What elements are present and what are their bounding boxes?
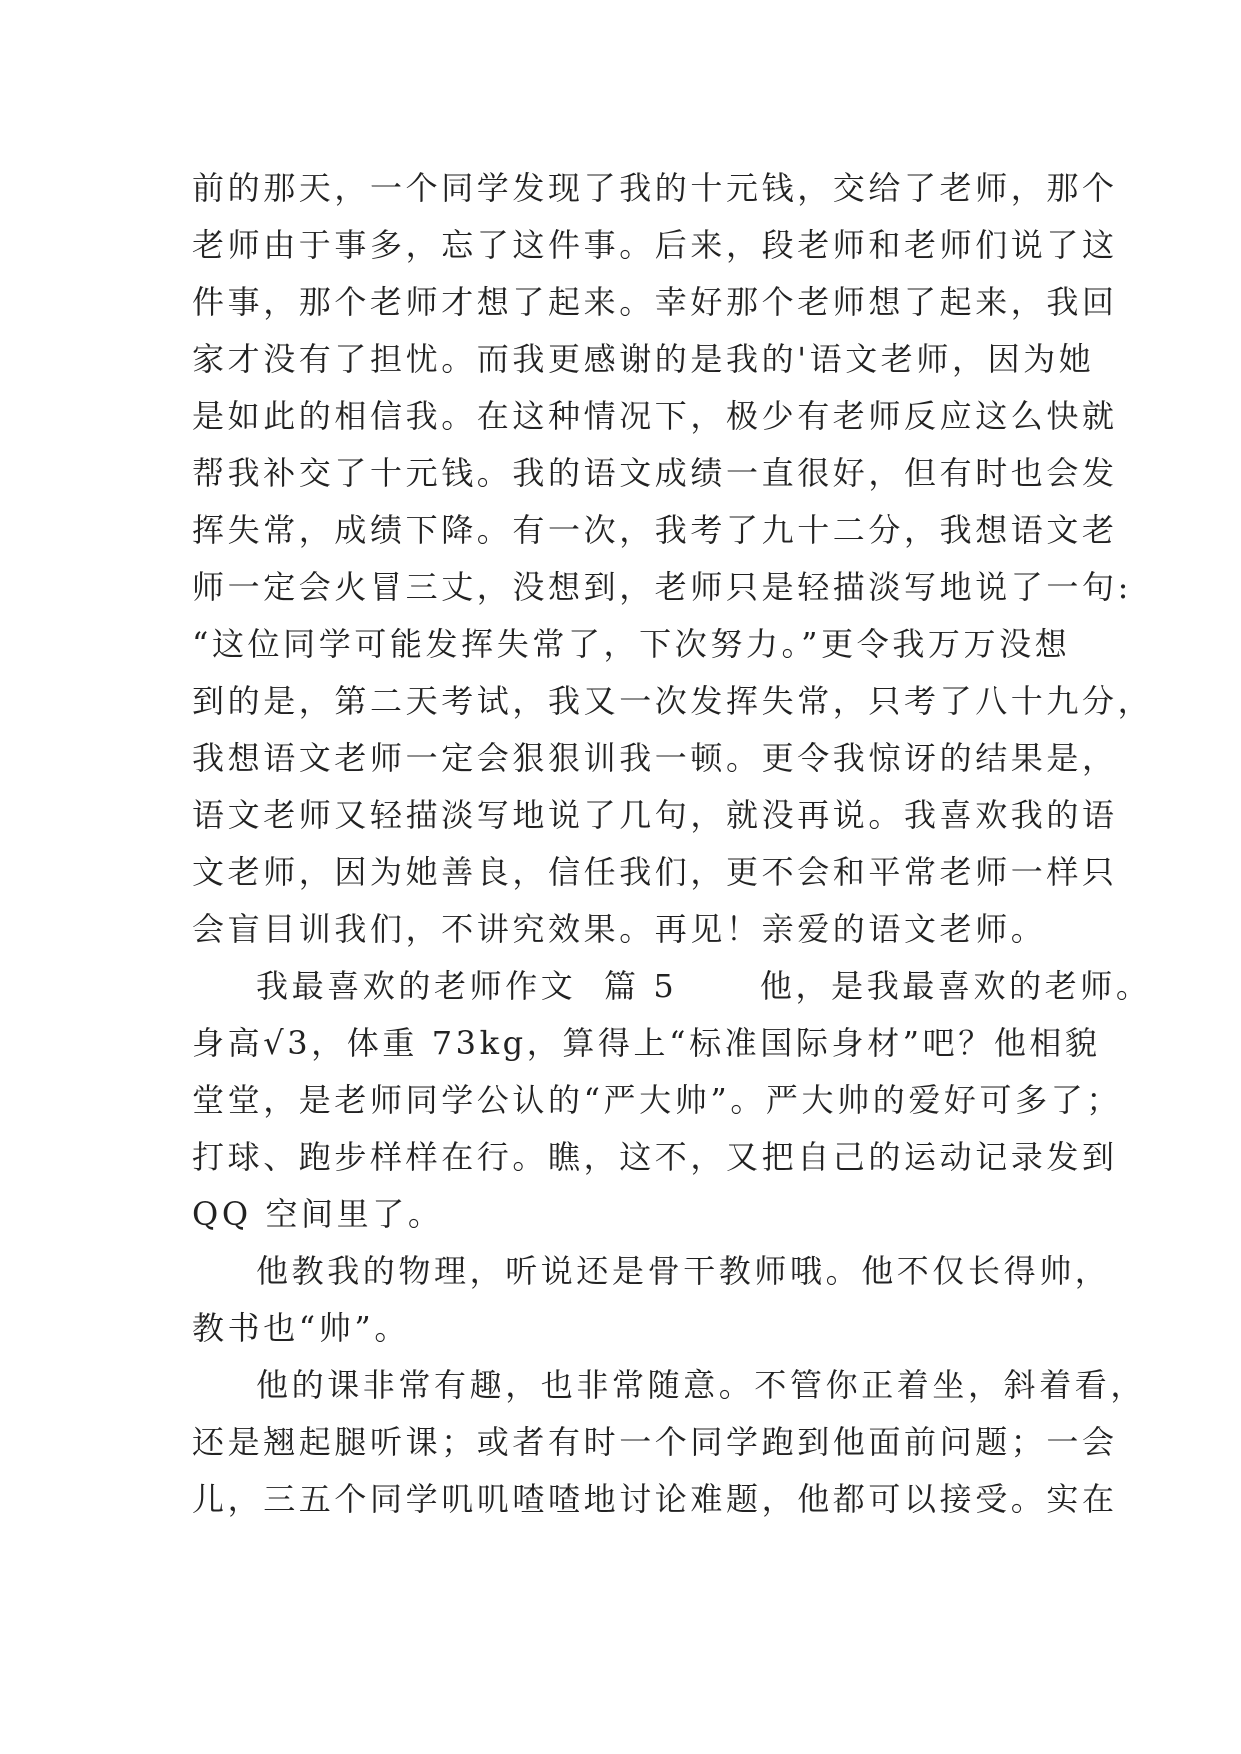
text-line: 语文老师又轻描淡写地说了几句，就没再说。我喜欢我的语	[192, 796, 1118, 834]
paragraph-start-line: 他的课非常有趣，也非常随意。不管你正着坐，斜着看，	[256, 1366, 1147, 1404]
text-line: 帮我补交了十元钱。我的语文成绩一直很好，但有时也会发	[192, 454, 1118, 492]
text-line: 教书也“帅”。	[192, 1309, 410, 1347]
text-line: QQ 空间里了。	[192, 1195, 444, 1233]
paragraph-start-line: 他教我的物理，听说还是骨干教师哦。他不仅长得帅，	[256, 1252, 1111, 1290]
text-line: 家才没有了担忧。而我更感谢的是我的'语文老师，因为她	[192, 340, 1095, 378]
text-line: 件事，那个老师才想了起来。幸好那个老师想了起来，我回	[192, 283, 1118, 321]
text-line: 打球、跑步样样在行。瞧，这不，又把自己的运动记录发到	[192, 1138, 1118, 1176]
text-line: 还是翘起腿听课；或者有时一个同学跑到他面前问题；一会	[192, 1423, 1118, 1461]
text-line: 师一定会火冒三丈，没想到，老师只是轻描淡写地说了一句:	[192, 568, 1132, 606]
document-page	[192, 160, 1154, 1528]
text-line: 我想语文老师一定会狠狠训我一顿。更令我惊讶的结果是，	[192, 739, 1118, 777]
text-line: 儿，三五个同学叽叽喳喳地讨论难题，他都可以接受。实在	[192, 1480, 1118, 1518]
text-line: “这位同学可能发挥失常了，下次努力。”更令我万万没想	[192, 625, 1071, 663]
text-line: 老师由于事多，忘了这件事。后来，段老师和老师们说了这	[192, 226, 1118, 264]
text-line: 到的是，第二天考试，我又一次发挥失常，只考了八十九分，	[192, 682, 1154, 720]
text-line: 是如此的相信我。在这种情况下，极少有老师反应这么快就	[192, 397, 1118, 435]
text-line: 堂堂，是老师同学公认的“严大帅”。严大帅的爱好可多了；	[192, 1081, 1122, 1119]
text-line: 挥失常，成绩下降。有一次，我考了九十二分，我想语文老	[192, 511, 1118, 549]
text-line: 会盲目训我们，不讲究效果。再见！亲爱的语文老师。	[192, 910, 1047, 948]
text-line: 前的那天，一个同学发现了我的十元钱，交给了老师，那个	[192, 169, 1118, 207]
text-line: 身高√3，体重 73kg，算得上“标准国际身材”吧？他相貌	[192, 1024, 1101, 1062]
section-heading-line: 我最喜欢的老师作文 篇 5 他，是我最喜欢的老师。	[256, 967, 1152, 1005]
text-line: 文老师，因为她善良，信任我们，更不会和平常老师一样只	[192, 853, 1118, 891]
